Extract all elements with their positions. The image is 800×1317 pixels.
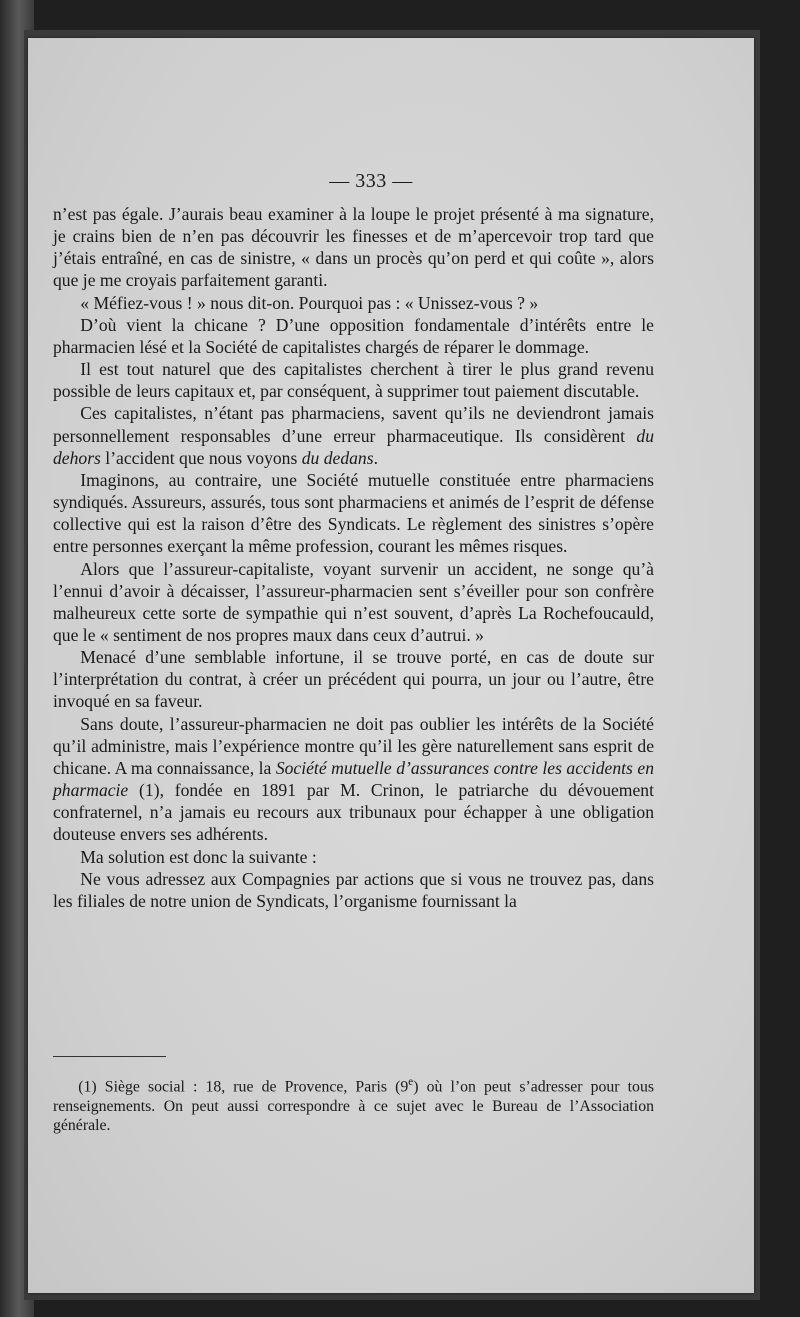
body-text: [53, 203, 654, 912]
paragraph-4: Il est tout naturel que des capitalistes cherchent à tirer le plus grand revenu possible de leurs capitaux et, par conséquent, à supprimer tout paiement discutable.: [53, 359, 654, 402]
footnote-part-2: ) où l’on peut s’adresser pour tous renseignements. On peut aussi correspondre à ce sujet avec le Bureau de l’Association générale.: [53, 1078, 654, 1135]
paragraph-7: Alors que l’assureur-capitaliste, voyant survenir un accident, ne songe qu’à l’ennui d’avoir à décaisser, l’assureur-pharmacien sent s’éveiller pour son confrère malheureux cette sorte de sympathie qui n’est souvent, d’après La Rochefoucauld, que le « sentiment de nos propres maux dans ceux d’autrui. »: [53, 558, 654, 645]
paragraph-5-part-3: l’accident que nous voyons: [100, 447, 302, 468]
paragraph-9-part-3: (1), fondée en 1891 par M. Crinon, le patriarche du dévouement confraternel, n’a jamais eu recours aux tribunaux pour échapper à une obligation douteuse envers ses adhérents.: [53, 780, 654, 845]
footnote: [53, 1073, 654, 1136]
footnote-part-1: (1) Siège social : 18, rue de Provence, Paris (9: [78, 1078, 409, 1096]
paragraph-5-part-5: .: [373, 447, 378, 468]
book-page: [28, 38, 754, 1293]
paragraph-5: [53, 402, 654, 468]
paragraph-1: n’est pas égale. J’aurais beau examiner à la loupe le projet présenté à ma signature, je crains bien de n’en pas découvrir les finesses et de m’apercevoir trop tard que j’étais entraîné, en cas de sinistre, « dans un procès qu’on perd et qui coûte », alors que je me croyais parfaitement garanti.: [53, 204, 654, 291]
footnote-superscript: e: [408, 1076, 414, 1088]
page-number: — 333 —: [329, 170, 413, 192]
paragraph-5-italic-du-dehors: du dehors: [53, 425, 654, 468]
paragraph-5-part-1: Ces capitalistes, n’étant pas pharmaciens, savent qu’ils ne deviendront jamais personnellement responsables d’une erreur pharmaceutique. Ils considèrent: [53, 403, 654, 446]
paragraph-6: Imaginons, au contraire, une Société mutuelle constituée entre pharmaciens syndiqués. Assureurs, assurés, tous sont pharmaciens et animés de l’esprit de défense collective qui est la raison d’être des Syndicats. Le règlement des sinistres s’opère entre personnes exerçant la même profession, courant les mêmes risques.: [53, 469, 654, 557]
paragraph-9-part-1: Sans doute, l’assureur-pharmacien ne doit pas oublier les intérêts de la Société qu’il administre, mais l’expérience montre qu’il les gère naturellement sans esprit de chicane. A ma connaissance, la: [53, 713, 654, 778]
paragraph-5-italic-du-dedans: du dedans: [301, 447, 374, 468]
paragraph-3: D’où vient la chicane ? D’une opposition fondamentale d’intérêts entre le pharmacien lésé et la Société de capitalistes chargés de réparer le dommage.: [53, 314, 654, 357]
paragraph-11: Ne vous adressez aux Compagnies par actions que si vous ne trouvez pas, dans les filiales de notre union de Syndicats, l’organisme fournissant la: [53, 868, 654, 911]
paragraph-9-italic-societe: Société mutuelle d’assurances contre les accidents en pharmacie: [53, 757, 654, 801]
paragraph-9: [53, 713, 654, 846]
footnote-separator: [53, 1056, 166, 1057]
paragraph-10: Ma solution est donc la suivante :: [80, 846, 317, 867]
paragraph-2: « Méfiez-vous ! » nous dit-on. Pourquoi pas : « Unissez-vous ? »: [80, 292, 539, 313]
paragraph-8: Menacé d’une semblable infortune, il se trouve porté, en cas de doute sur l’interprétation du contrat, à créer un précédent qui pourra, un jour ou l’autre, être invoqué en sa faveur.: [53, 647, 654, 712]
